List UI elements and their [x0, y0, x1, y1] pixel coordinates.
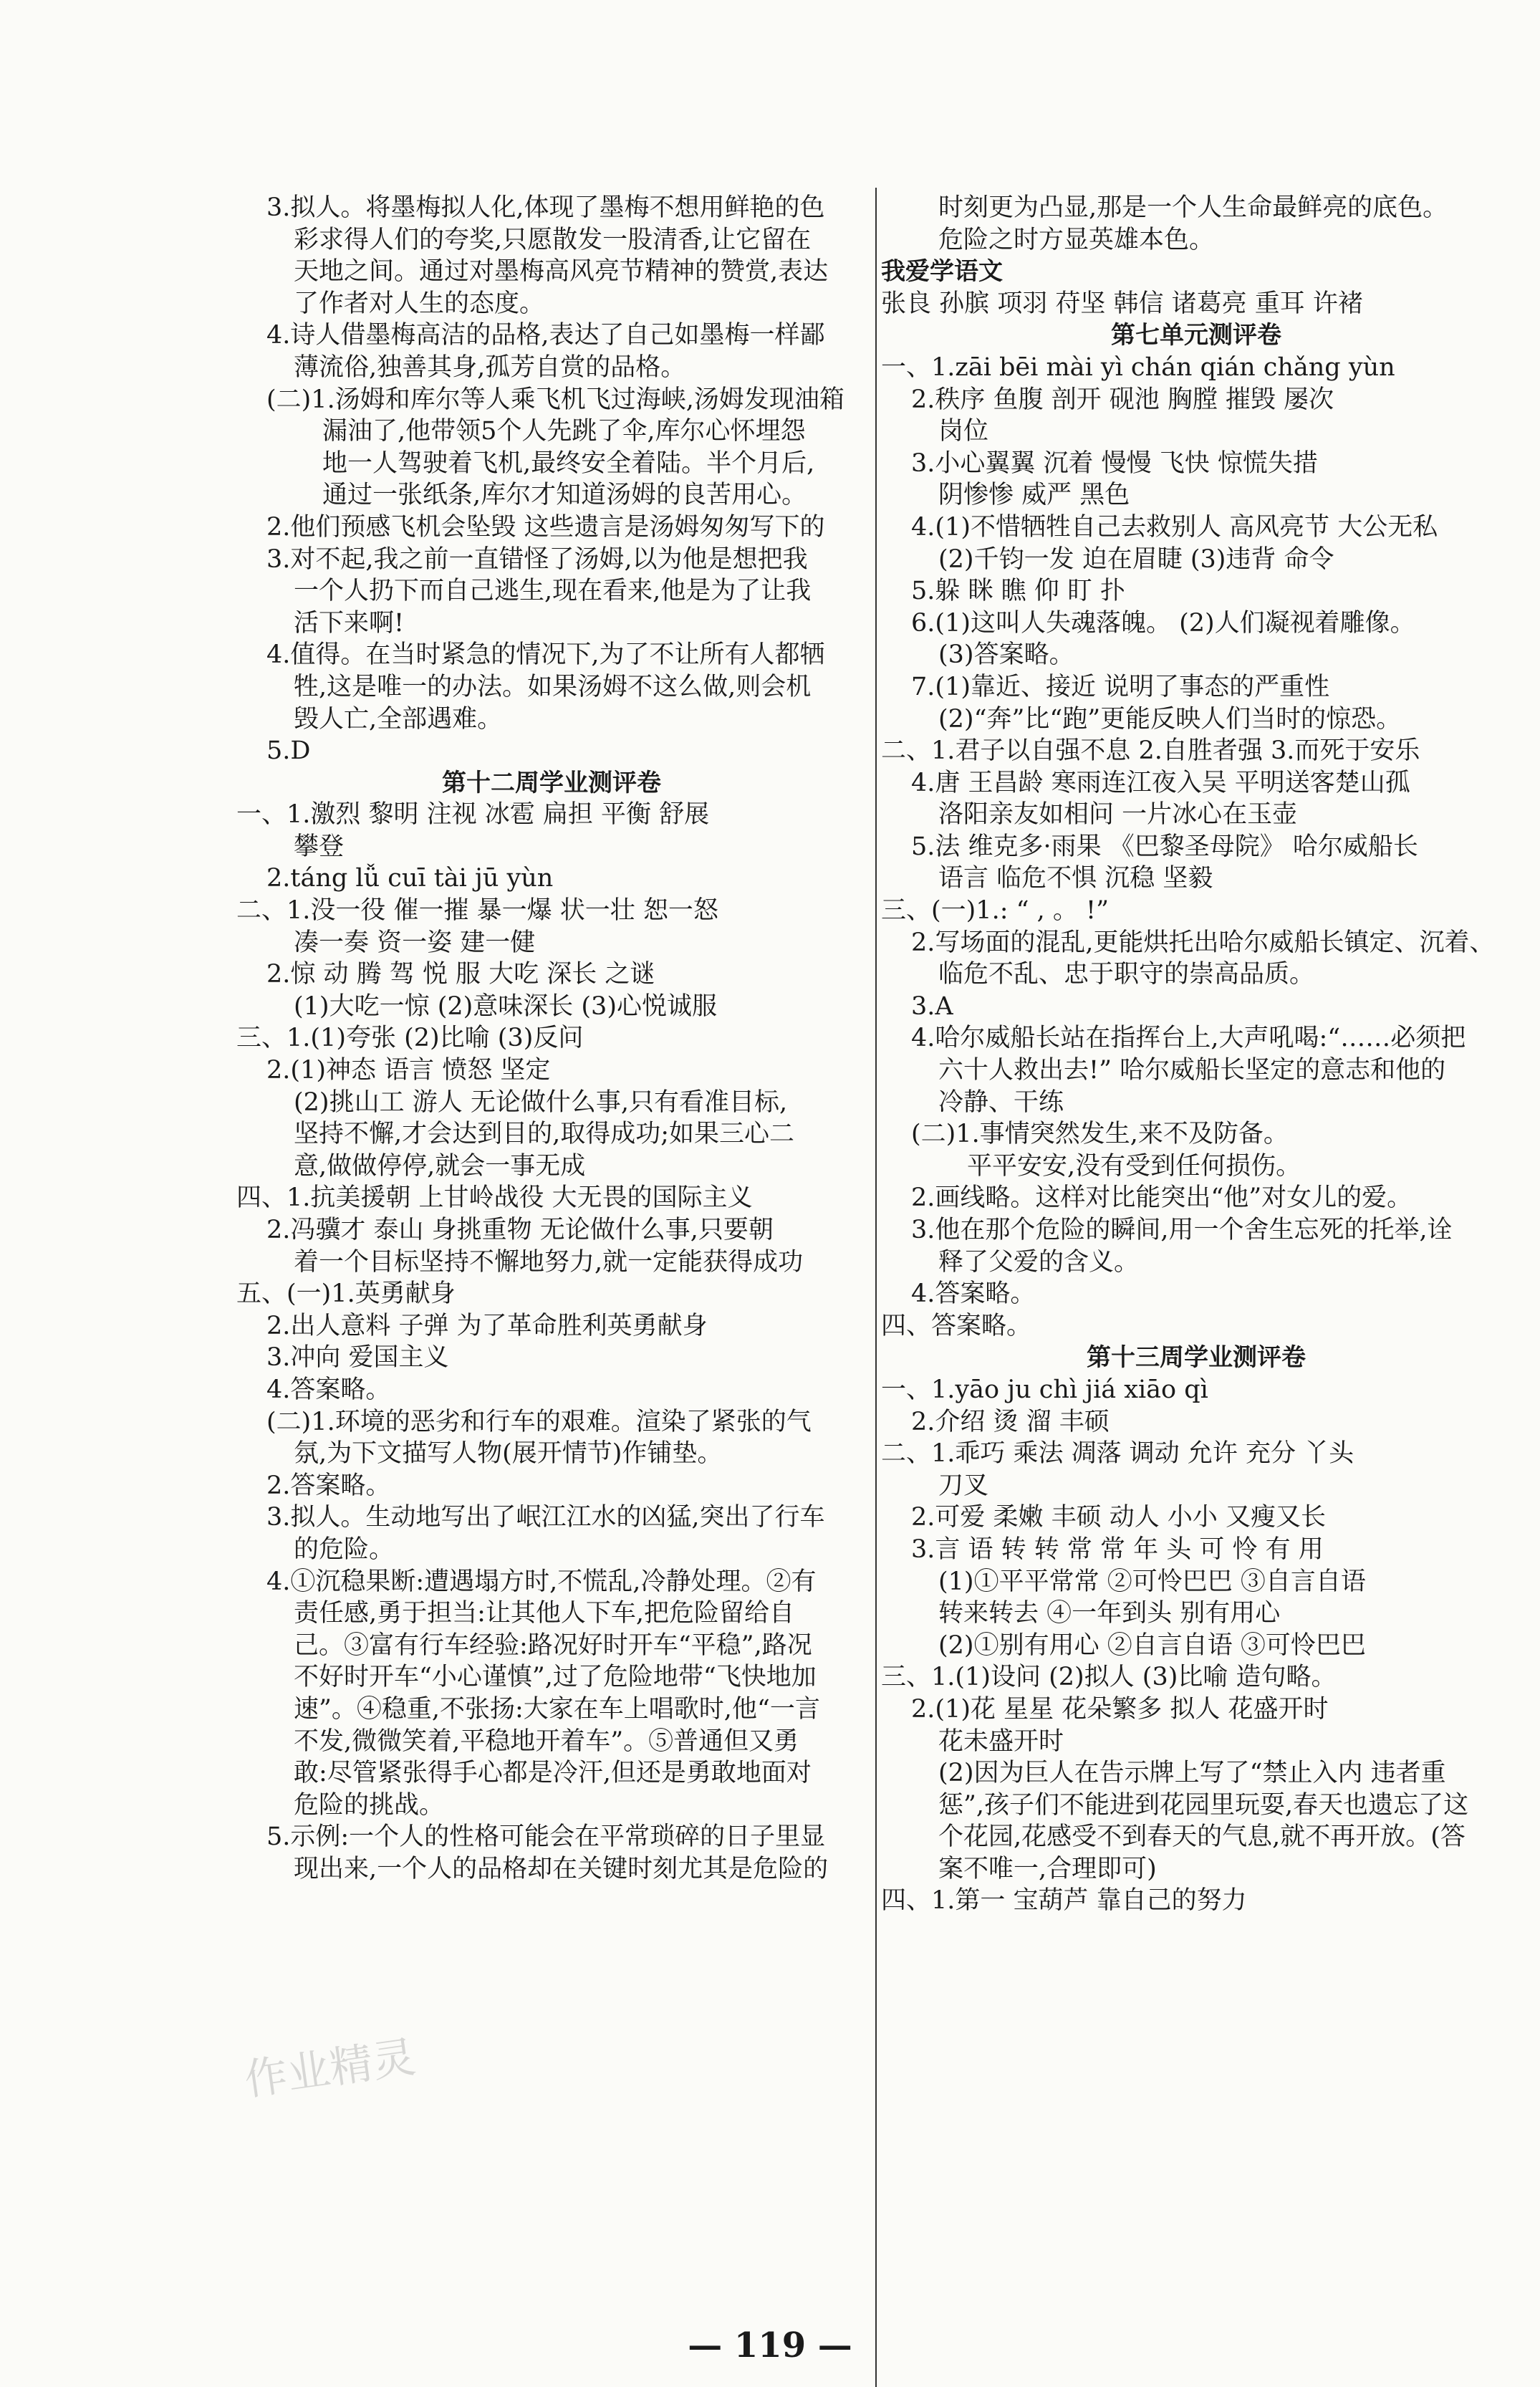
answer-line: (2)①别有用心 ②自言自语 ③可怜巴巴: [938, 1630, 1366, 1660]
answer-line: 一、1.zāi bēi mài yì chán qián chǎng yùn: [881, 352, 1395, 382]
answer-line: 2.(1)花 星星 花朵繁多 拟人 花盛开时: [911, 1694, 1329, 1724]
answer-line: 4.诗人借墨梅高洁的品格,表达了自己如墨梅一样鄙: [266, 321, 825, 350]
section-heading: 我爱学语文: [881, 257, 1003, 287]
answer-line: 坚持不懈,才会达到目的,取得成功;如果三心二: [294, 1120, 795, 1149]
answer-line: 个花园,花感受不到春天的气息,就不再开放。(答: [938, 1822, 1466, 1852]
answer-line: 5.D: [266, 736, 311, 766]
answer-line: 速”。④稳重,不张扬:大家在车上唱歌时,他“一言: [294, 1694, 820, 1724]
right-column: [881, 192, 1511, 1917]
answer-line: 2.惊 动 腾 驾 悦 服 大吃 深长 之谜: [266, 960, 655, 989]
answer-line: 己。③富有行车经验:路况好时开车“平稳”,路况: [294, 1630, 812, 1660]
answer-line: 4.答案略。: [911, 1279, 1036, 1309]
answer-line: 2.写场面的混乱,更能烘托出哈尔威船长镇定、沉着、: [911, 928, 1495, 957]
answer-line: 毁人亡,全部遇难。: [294, 704, 503, 734]
answer-line: 语言 临危不惧 沉稳 坚毅: [938, 864, 1213, 893]
answer-line: (2)“奔”比“跑”更能反映人们当时的惊恐。: [938, 704, 1402, 734]
answer-line: 3.拟人。将墨梅拟人化,体现了墨梅不想用鲜艳的色: [266, 193, 825, 222]
answer-line: 4.答案略。: [266, 1375, 391, 1404]
answer-line: 着一个目标坚持不懈地努力,就一定能获得成功: [294, 1247, 804, 1277]
answer-line: 4.哈尔威船长站在指挥台上,大声吼喝:“……必须把: [911, 1024, 1466, 1053]
answer-line: 4.(1)不惜牺牲自己去救别人 高风亮节 大公无私: [911, 512, 1438, 542]
answer-line: (2)千钧一发 迫在眉睫 (3)违背 命令: [938, 544, 1334, 574]
answer-line: 2.táng lǚ cuī tài jū yùn: [266, 864, 554, 893]
answer-line: 2.秩序 鱼腹 剖开 砚池 胸膛 摧毁 屡次: [911, 385, 1334, 414]
answer-line: (二)1.汤姆和库尔等人乘飞机飞过海峡,汤姆发现油箱: [266, 385, 844, 414]
answer-line: 2.答案略。: [266, 1471, 391, 1500]
answer-line: 阴惨惨 威严 黑色: [938, 481, 1130, 510]
answer-line: 洛阳亲友如相问 一片冰心在玉壶: [938, 800, 1298, 830]
page-number: — 119 —: [688, 2325, 852, 2366]
answer-line: 2.(1)神态 语言 愤怒 坚定: [266, 1056, 551, 1085]
answer-line: 凑一奏 资一姿 建一健: [294, 928, 536, 957]
answer-line: 通过一张纸条,库尔才知道汤姆的良苦用心。: [322, 481, 807, 510]
answer-line: 岗位: [938, 417, 989, 446]
answer-line: (2)因为巨人在告示牌上写了“禁止入内 违者重: [938, 1759, 1446, 1788]
answer-line: 3.对不起,我之前一直错怪了汤姆,以为他是想把我: [266, 544, 808, 574]
answer-line: (二)1.环境的恶劣和行车的艰难。渲染了紧张的气: [266, 1407, 812, 1436]
answer-line: 5.示例:一个人的性格可能会在平常琐碎的日子里显: [266, 1822, 826, 1852]
answer-line: (二)1.事情突然发生,来不及防备。: [911, 1120, 1289, 1149]
answer-line: 释了父爱的含义。: [938, 1247, 1140, 1277]
answer-line: 3.言 语 转 转 常 常 年 头 可 怜 有 用: [911, 1534, 1324, 1564]
answer-line: 彩求得人们的夸奖,只愿散发一股清香,让它留在: [294, 225, 812, 254]
section-title: 第七单元测评卷: [1111, 321, 1281, 350]
section-title: 第十二周学业测评卷: [442, 768, 661, 797]
answer-line: 5.躲 眯 瞧 仰 盯 扑: [911, 577, 1126, 606]
answer-line: 3.A: [911, 991, 953, 1021]
answer-line: (1)①平平常常 ②可怜巴巴 ③自言自语: [938, 1567, 1366, 1596]
answer-line: 5.法 维克多·雨果 《巴黎圣母院》 哈尔威船长: [911, 832, 1418, 861]
answer-line: 危险的挑战。: [294, 1790, 445, 1820]
answer-line: 2.画线略。这样对比能突出“他”对女儿的爱。: [911, 1183, 1413, 1213]
answer-line: 薄流俗,独善其身,孤芳自赏的品格。: [294, 352, 686, 382]
answer-line: 不发,微微笑着,平稳地开着车”。⑤普通但又勇: [294, 1726, 799, 1756]
answer-line: 7.(1)靠近、接近 说明了事态的严重性: [911, 672, 1330, 701]
answer-line: 6.(1)这叫人失魂落魄。 (2)人们凝视着雕像。: [911, 608, 1415, 638]
answer-line: 3.他在那个危险的瞬间,用一个舍生忘死的托举,诠: [911, 1216, 1453, 1244]
answer-line: 氛,为下文描写人物(展开情节)作铺垫。: [294, 1439, 723, 1469]
answer-line: 4.唐 王昌龄 寒雨连江夜入吴 平明送客楚山孤: [911, 768, 1410, 797]
answer-line: 刀叉: [938, 1471, 989, 1500]
answer-line: 不好时开车“小心谨慎”,过了危险地带“飞快地加: [294, 1663, 817, 1692]
answer-line: 3.小心翼翼 沉着 慢慢 飞快 惊慌失措: [911, 448, 1318, 478]
answer-line: 二、1.没一役 催一摧 暴一爆 状一壮 恕一怒: [236, 896, 718, 926]
answer-line: 五、(一)1.英勇献身: [236, 1279, 456, 1309]
answer-line: 惩”,孩子们不能进到花园里玩耍,春天也遗忘了这: [938, 1790, 1469, 1820]
answer-line: 四、1.第一 宝葫芦 靠自己的努力: [881, 1886, 1247, 1916]
answer-line: 一、1.激烈 黎明 注视 冰雹 扁担 平衡 舒展: [236, 800, 710, 830]
answer-line: 冷静、干练: [938, 1087, 1064, 1117]
answer-line: 时刻更为凸显,那是一个人生命最鲜亮的底色。: [938, 193, 1448, 222]
answer-line: 六十人救出去!” 哈尔威船长坚定的意志和他的: [938, 1056, 1446, 1085]
answer-line: 地一人驾驶着飞机,最终安全着陆。半个月后,: [322, 448, 815, 478]
answer-line: 花未盛开时: [938, 1726, 1064, 1756]
left-column: [236, 192, 867, 1885]
answer-line: 临危不乱、忠于职守的崇高品质。: [938, 960, 1315, 989]
section-title: 第十三周学业测评卷: [1087, 1343, 1306, 1373]
answer-line: 天地之间。通过对墨梅高风亮节精神的赞赏,表达: [294, 257, 829, 287]
answer-line: 责任感,勇于担当:让其他人下车,把危险留给自: [294, 1599, 795, 1628]
answer-line: 2.可爱 柔嫩 丰硕 动人 小小 又瘦又长: [911, 1503, 1327, 1532]
answer-line: 4.①沉稳果断:遭遇塌方时,不慌乱,冷静处理。②有: [266, 1567, 817, 1596]
answer-line: 三、1.(1)设问 (2)拟人 (3)比喻 造句略。: [881, 1663, 1337, 1692]
answer-line: 四、答案略。: [881, 1311, 1032, 1340]
answer-line: 四、1.抗美援朝 上甘岭战役 大无畏的国际主义: [236, 1183, 753, 1213]
answer-line: 漏油了,他带领5个人先跳了伞,库尔心怀埋怨: [322, 417, 806, 446]
answer-line: 一个人扔下而自己逃生,现在看来,他是为了让我: [294, 577, 812, 606]
answer-line: 活下来啊!: [294, 608, 405, 638]
answer-line: 3.拟人。生动地写出了岷江江水的凶猛,突出了行车: [266, 1503, 825, 1532]
answer-line: 二、1.君子以自强不息 2.自胜者强 3.而死于安乐: [881, 736, 1420, 766]
answer-line: (1)大吃一惊 (2)意味深长 (3)心悦诚服: [294, 991, 717, 1021]
answer-line: (2)挑山工 游人 无论做什么事,只有看准目标,: [294, 1087, 788, 1117]
answer-line: 三、1.(1)夸张 (2)比喻 (3)反问: [236, 1024, 584, 1053]
answer-line: 一、1.yāo ju chì jiá xiāo qì: [881, 1375, 1208, 1404]
answer-line: 牲,这是唯一的办法。如果汤姆不这么做,则会机: [294, 672, 812, 701]
answer-line: 敢:尽管紧张得手心都是冷汗,但还是勇敢地面对: [294, 1759, 812, 1788]
answer-line: 意,做做停停,就会一事无成: [294, 1151, 586, 1181]
answer-line: 2.介绍 烫 溜 丰硕: [911, 1407, 1110, 1436]
watermark-text: 作业精灵: [241, 2032, 419, 2106]
answer-line: 2.冯骥才 泰山 身挑重物 无论做什么事,只要朝: [266, 1216, 774, 1244]
answer-line: 的危险。: [294, 1534, 395, 1564]
answer-line: 攀登: [294, 832, 345, 861]
answer-line: 2.他们预感飞机会坠毁 这些遗言是汤姆匆匆写下的: [266, 512, 825, 542]
column-divider: [875, 188, 877, 2387]
answer-line: 张良 孙膑 项羽 苻坚 韩信 诸葛亮 重耳 许褚: [881, 289, 1363, 318]
answer-line: 危险之时方显英雄本色。: [938, 225, 1215, 254]
answer-line: 2.出人意料 子弹 为了革命胜利英勇献身: [266, 1311, 708, 1340]
answer-line: 3.冲向 爱国主义: [266, 1343, 449, 1373]
answer-line: 二、1.乖巧 乘法 凋落 调动 允许 充分 丫头: [881, 1439, 1354, 1469]
answer-line: 了作者对人生的态度。: [294, 289, 545, 318]
answer-line: 案不唯一,合理即可): [938, 1854, 1157, 1883]
answer-line: (3)答案略。: [938, 640, 1074, 670]
answer-line: 平平安安,没有受到任何损伤。: [967, 1151, 1301, 1181]
answer-line: 现出来,一个人的品格却在关键时刻尤其是危险的: [294, 1854, 829, 1883]
answer-line: 4.值得。在当时紧急的情况下,为了不让所有人都牺: [266, 640, 825, 670]
answer-line: 转来转去 ④一年到头 别有用心: [938, 1599, 1281, 1628]
answer-line: 三、(一)1.: “ , 。 !”: [881, 896, 1109, 926]
